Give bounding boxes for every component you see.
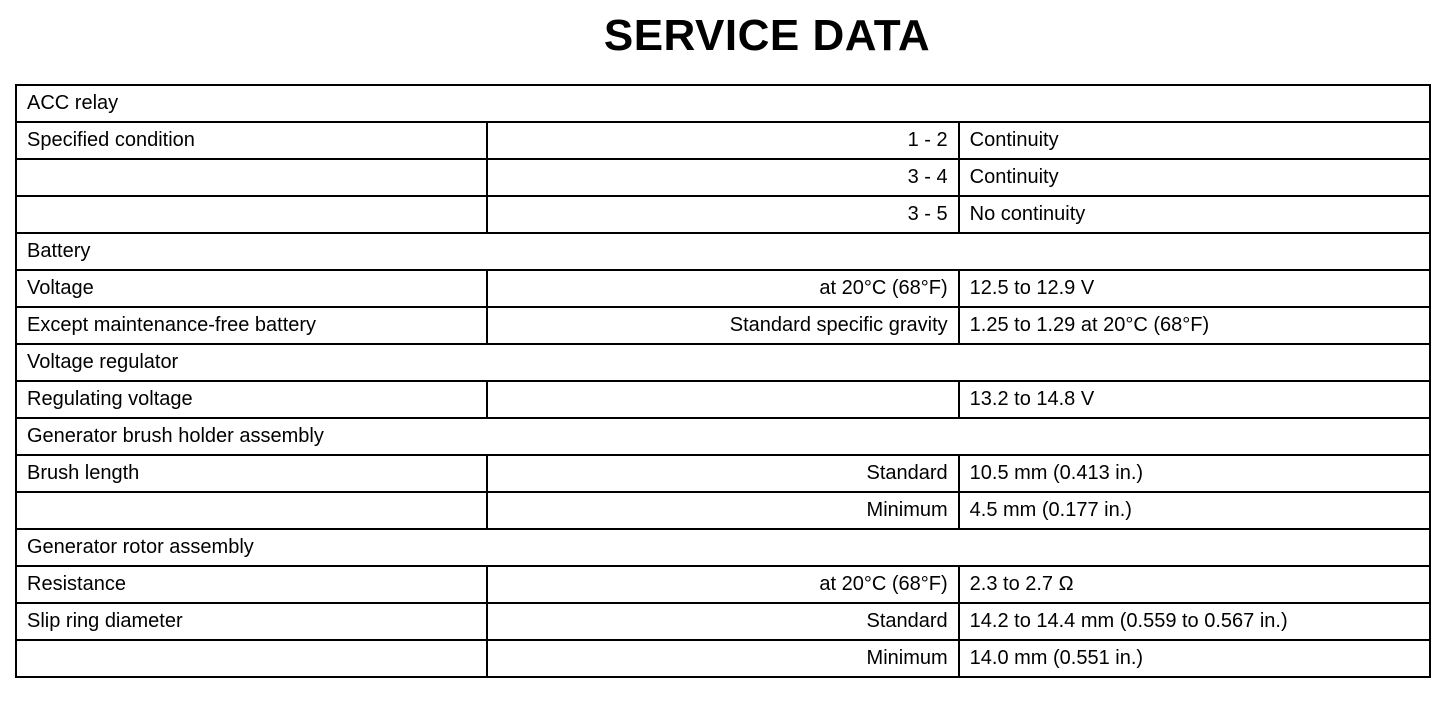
table-row [16,640,1430,677]
section-heading: ACC relay [16,85,1430,122]
table-row [16,603,1430,640]
table-row [16,196,1430,233]
value-cell: No continuity [959,196,1430,233]
condition-cell: Standard [487,603,958,640]
value-cell: 13.2 to 14.8 V [959,381,1430,418]
value-cell: 14.0 mm (0.551 in.) [959,640,1430,677]
section-heading-row [16,233,1430,270]
table-row [16,159,1430,196]
section-heading-row [16,418,1430,455]
table-row [16,270,1430,307]
condition-cell: 3 - 5 [487,196,958,233]
service-data-table [15,84,1431,678]
condition-cell: Minimum [487,640,958,677]
section-heading: Battery [16,233,1430,270]
value-cell: Continuity [959,122,1430,159]
item-cell [16,196,487,233]
item-cell [16,492,487,529]
section-heading-row [16,344,1430,381]
section-heading-row [16,529,1430,566]
item-cell: Voltage [16,270,487,307]
condition-cell: 1 - 2 [487,122,958,159]
item-cell: Brush length [16,455,487,492]
item-cell: Except maintenance-free battery [16,307,487,344]
condition-cell: Standard [487,455,958,492]
item-cell [16,159,487,196]
table-row [16,307,1430,344]
item-cell: Slip ring diameter [16,603,487,640]
condition-cell: at 20°C (68°F) [487,270,958,307]
value-cell: 2.3 to 2.7 Ω [959,566,1430,603]
value-cell: 14.2 to 14.4 mm (0.559 to 0.567 in.) [959,603,1430,640]
value-cell: 10.5 mm (0.413 in.) [959,455,1430,492]
item-cell [16,640,487,677]
condition-cell: at 20°C (68°F) [487,566,958,603]
table-row [16,492,1430,529]
table-row [16,122,1430,159]
table-row [16,381,1430,418]
section-heading: Generator brush holder assembly [16,418,1430,455]
table-row [16,566,1430,603]
item-cell: Specified condition [16,122,487,159]
section-heading: Generator rotor assembly [16,529,1430,566]
value-cell: Continuity [959,159,1430,196]
item-cell: Regulating voltage [16,381,487,418]
page-title: SERVICE DATA [603,11,931,60]
section-heading: Voltage regulator [16,344,1430,381]
value-cell: 12.5 to 12.9 V [959,270,1430,307]
value-cell: 4.5 mm (0.177 in.) [959,492,1430,529]
item-cell: Resistance [16,566,487,603]
condition-cell: Standard specific gravity [487,307,958,344]
condition-cell [487,381,958,418]
condition-cell: 3 - 4 [487,159,958,196]
value-cell: 1.25 to 1.29 at 20°C (68°F) [959,307,1430,344]
table-row [16,455,1430,492]
condition-cell: Minimum [487,492,958,529]
section-heading-row [16,85,1430,122]
